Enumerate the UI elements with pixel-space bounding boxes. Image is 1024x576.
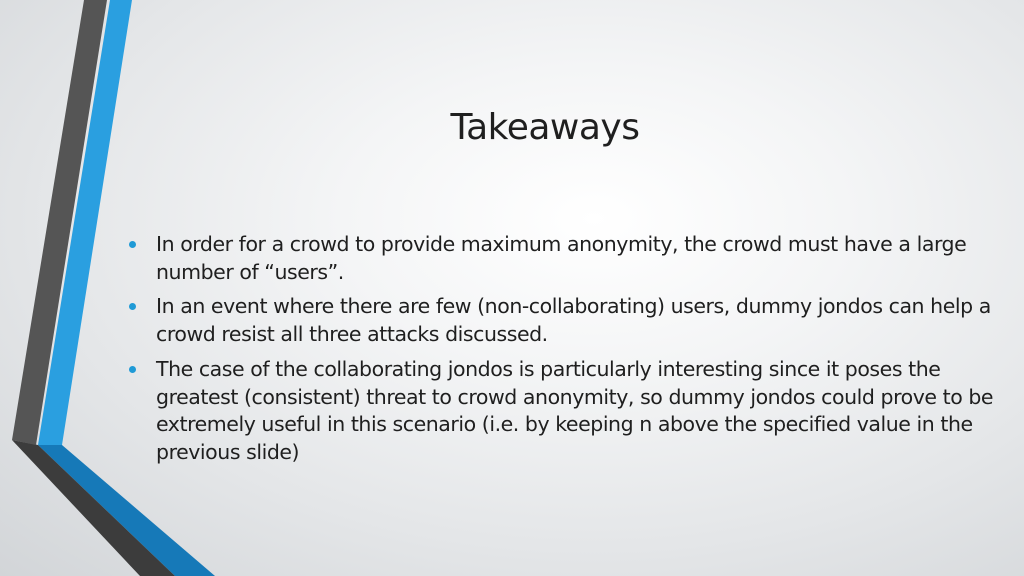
bullet-item-2 [156, 293, 996, 348]
bullet-text-2: In an event where there are few (non-collaborating) users, dummy jondos can help a crowd resist all three attacks discussed. [156, 294, 991, 347]
bullet-list [156, 231, 996, 474]
bullet-dot-icon [129, 241, 136, 248]
dark-stripe-lower [12, 440, 175, 576]
bullet-text-1: In order for a crowd to provide maximum anonymity, the crowd must have a large number of “users”. [156, 232, 967, 284]
bullet-dot-icon [129, 366, 136, 373]
bullet-item-1 [156, 231, 996, 286]
bullet-item-3 [156, 356, 996, 467]
slide-title: Takeaways [450, 107, 640, 148]
bullet-text-3: The case of the collaborating jondos is particularly interesting since it poses the greatest (consistent) threat to crowd anonymity, so dummy jondos could prove to be extremely useful in this scenario (i.e. by keeping n above the specified value in the previous slide) [156, 356, 994, 464]
